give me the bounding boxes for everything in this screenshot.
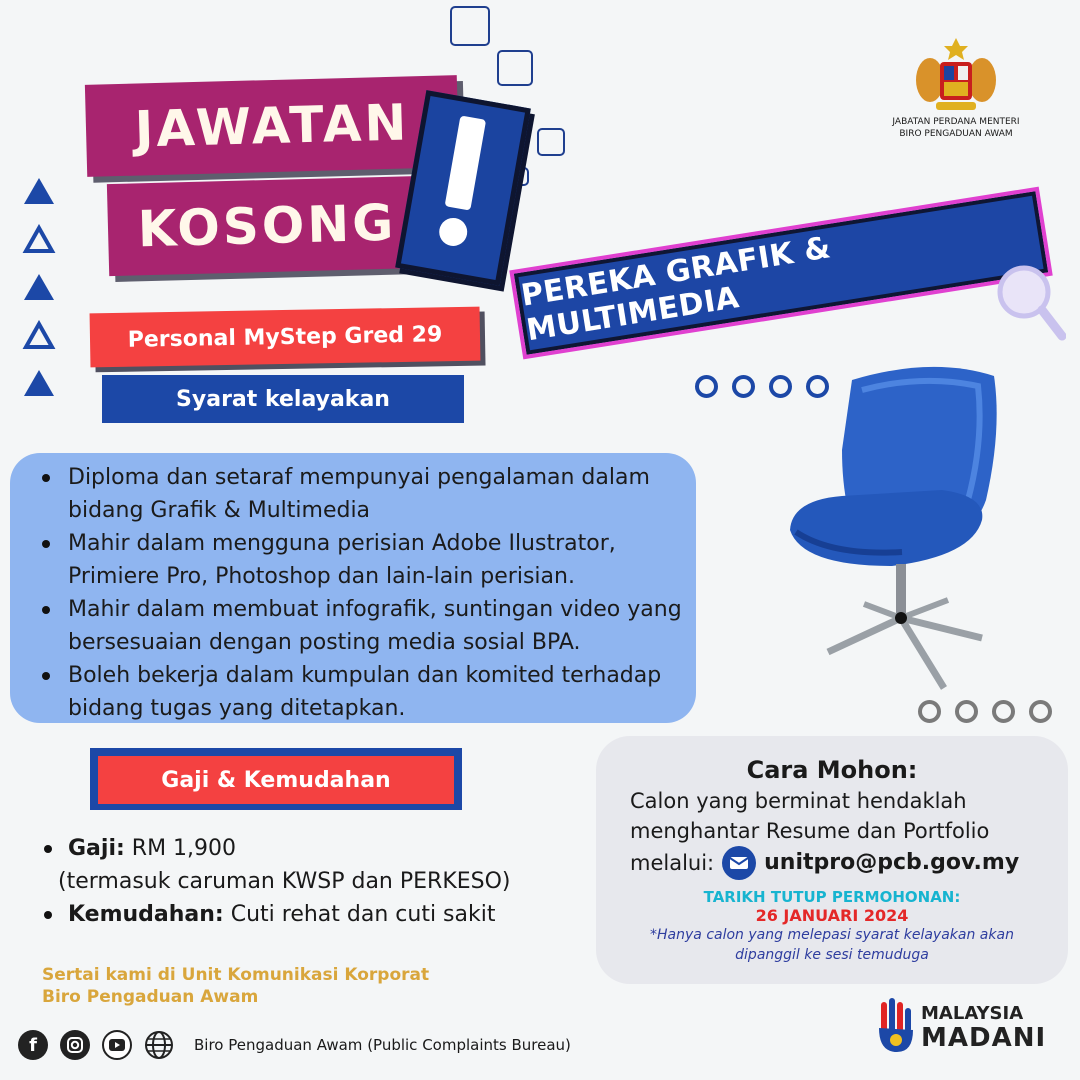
triangle-outline-icon bbox=[22, 224, 56, 254]
facebook-icon[interactable]: f bbox=[18, 1030, 48, 1060]
requirements-tag: Syarat kelayakan bbox=[102, 375, 464, 423]
benefits-list bbox=[40, 832, 511, 931]
ring-icon bbox=[918, 700, 941, 723]
decor-rings-bottom bbox=[918, 700, 1052, 723]
join-line2: Biro Pengaduan Awam bbox=[42, 987, 259, 1007]
madani-wordmark bbox=[921, 1002, 1047, 1053]
salary-note bbox=[40, 865, 511, 898]
agency-line1: JABATAN PERDANA MENTERI bbox=[892, 117, 1020, 127]
requirement-item: Mahir dalam mengguna perisian Adobe Ilustrator, Primiere Pro, Photoshop dan lain-lain perisian. bbox=[36, 527, 696, 593]
brand-line1: MALAYSIA bbox=[921, 1003, 1024, 1024]
email-row bbox=[630, 846, 1068, 880]
ring-icon bbox=[1029, 700, 1052, 723]
join-line1: Sertai kami di Unit Komunikasi Korporat bbox=[42, 965, 430, 985]
youtube-icon[interactable] bbox=[102, 1030, 132, 1060]
ring-icon bbox=[992, 700, 1015, 723]
mail-icon bbox=[722, 846, 756, 880]
requirement-item: Boleh bekerja dalam kumpulan dan komited terhadap bidang tugas yang ditetapkan. bbox=[36, 659, 696, 725]
email-link[interactable]: unitpro@pcb.gov.my bbox=[764, 850, 1020, 875]
apply-line2: menghantar Resume dan Portfolio bbox=[630, 819, 990, 843]
salary-item bbox=[40, 832, 511, 865]
apply-line3: melalui: bbox=[630, 851, 715, 875]
apply-line1: Calon yang berminat hendaklah bbox=[630, 789, 967, 813]
globe-icon[interactable] bbox=[144, 1030, 174, 1060]
perks-value: Cuti rehat dan cuti sakit bbox=[223, 902, 496, 927]
triangle-icon bbox=[22, 368, 56, 398]
requirements-list bbox=[10, 453, 696, 725]
triangle-icon bbox=[22, 176, 56, 206]
brand-line2: MADANI bbox=[921, 1023, 1047, 1053]
deadline-date: 26 JANUARI 2024 bbox=[755, 906, 909, 925]
triangle-outline-icon bbox=[22, 320, 56, 350]
social-label: Biro Pengaduan Awam (Public Complaints Bureau) bbox=[194, 1036, 571, 1054]
title-line2: KOSONG bbox=[107, 176, 427, 276]
salary-tag-label: Gaji & Kemudahan bbox=[98, 756, 454, 804]
salary-note-text: (termasuk caruman KWSP dan PERKESO) bbox=[58, 869, 511, 894]
magnifier-icon bbox=[994, 262, 1066, 344]
madani-hand-icon bbox=[875, 998, 915, 1054]
requirements-panel bbox=[10, 453, 696, 723]
decor-square bbox=[450, 6, 490, 46]
perks-label: Kemudahan: bbox=[68, 902, 224, 927]
agency-name bbox=[876, 116, 1036, 140]
agency-line2: BIRO PENGADUAN AWAM bbox=[899, 129, 1013, 139]
decor-square bbox=[537, 128, 565, 156]
coat-of-arms-logo bbox=[906, 36, 1006, 114]
salary-label: Gaji: bbox=[68, 836, 125, 861]
requirement-item: Mahir dalam membuat infografik, suntingan video yang bersesuaian dengan posting media sosial BPA. bbox=[36, 593, 696, 659]
perks-item bbox=[40, 898, 511, 931]
interview-note: *Hanya calon yang melepasi syarat kelayakan akan dipanggil ke sesi temuduga bbox=[650, 927, 1014, 963]
salary-value: RM 1,900 bbox=[124, 836, 237, 861]
salary-tag bbox=[90, 748, 462, 810]
chair-illustration bbox=[772, 360, 1002, 700]
apply-title: Cara Mohon: bbox=[746, 756, 918, 784]
title-line1: JAWATAN bbox=[85, 75, 459, 177]
apply-panel bbox=[596, 736, 1068, 984]
join-text bbox=[42, 964, 429, 1008]
ring-icon bbox=[732, 375, 755, 398]
instagram-icon[interactable] bbox=[60, 1030, 90, 1060]
decor-square bbox=[497, 50, 533, 86]
ring-icon bbox=[955, 700, 978, 723]
social-links bbox=[18, 1030, 571, 1060]
malaysia-madani-logo bbox=[875, 998, 1046, 1054]
position-title: PEREKA GRAFIK & MULTIMEDIA bbox=[514, 191, 1048, 355]
apply-instructions bbox=[596, 786, 1068, 880]
ring-icon bbox=[695, 375, 718, 398]
triangle-icon bbox=[22, 272, 56, 302]
grade-tag: Personal MyStep Gred 29 bbox=[90, 307, 481, 368]
requirement-item: Diploma dan setaraf mempunyai pengalaman dalam bidang Grafik & Multimedia bbox=[36, 461, 696, 527]
deadline-label: TARIKH TUTUP PERMOHONAN: bbox=[703, 888, 961, 906]
